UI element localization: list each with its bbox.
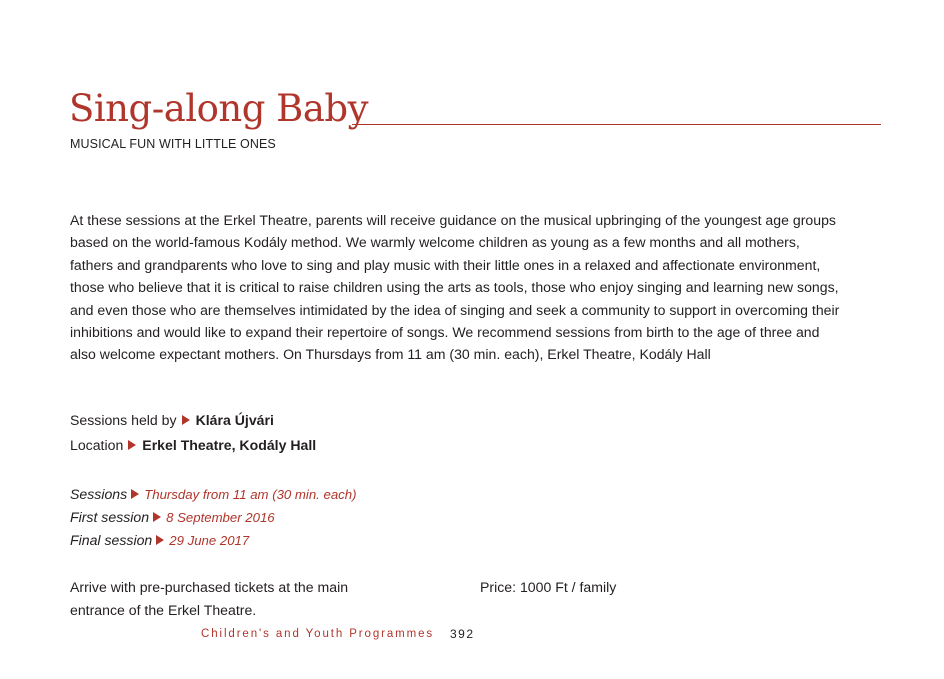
location-label: Location (70, 437, 124, 453)
description-paragraph (70, 209, 900, 366)
triangle-bullet-icon (153, 512, 161, 522)
description-line: inhibitions and would like to expand their repertoire of songs. We recommend sessions from birth to the age of three and (70, 324, 820, 341)
triangle-bullet-icon (156, 535, 164, 545)
page-number: 392 (450, 627, 475, 641)
host-label: Sessions held by (70, 412, 177, 428)
sessions-info (70, 486, 357, 502)
location-info (70, 437, 316, 453)
title-rule-divider (352, 124, 881, 125)
location-value: Erkel Theatre, Kodály Hall (142, 437, 317, 453)
host-value: Klára Újvári (195, 412, 274, 428)
first-session-value: 8 September 2016 (166, 510, 275, 525)
host-info (70, 412, 274, 428)
price-text: Price: 1000 Ft / family (480, 579, 617, 595)
triangle-bullet-icon (131, 489, 139, 499)
description-line: At these sessions at the Erkel Theatre, parents will receive guidance on the musical upbringing of the youngest age groups (70, 212, 836, 228)
page-subtitle: MUSICAL FUN WITH LITTLE ONES (70, 137, 276, 151)
description-line: those who believe that it is critical to raise children using the arts as tools, those who enjoy singing and learning new songs, (70, 279, 839, 296)
description-line: and even those who are themselves intimidated by the idea of singing and seek a community to support in overcoming their (70, 301, 840, 318)
description-line: fathers and grandparents who love to sing and play music with their little ones in a relaxed and affectionate environment, (70, 256, 821, 273)
description-line: based on the world-famous Kodály method. We warmly welcome children as young as a few months and all mothers, (70, 234, 800, 251)
sessions-value: Thursday from 11 am (30 min. each) (144, 487, 357, 502)
first-session-label: First session (70, 509, 150, 525)
triangle-bullet-icon (182, 415, 190, 425)
final-session-label: Final session (70, 532, 153, 548)
first-session-info (70, 509, 275, 525)
final-session-value: 29 June 2017 (169, 533, 250, 548)
sessions-label: Sessions (70, 486, 128, 502)
triangle-bullet-icon (128, 440, 136, 450)
ticket-instructions: Arrive with pre-purchased tickets at the main entrance of the Erkel Theatre. (70, 579, 349, 618)
final-session-info (70, 532, 249, 548)
page-title: Sing-along Baby (69, 87, 368, 130)
description-line: also welcome expectant mothers. On Thursdays from 11 am (30 min. each), Erkel Theatre, Kodály Hall (70, 346, 711, 363)
footer-section-title: Children's and Youth Programmes (201, 628, 435, 640)
